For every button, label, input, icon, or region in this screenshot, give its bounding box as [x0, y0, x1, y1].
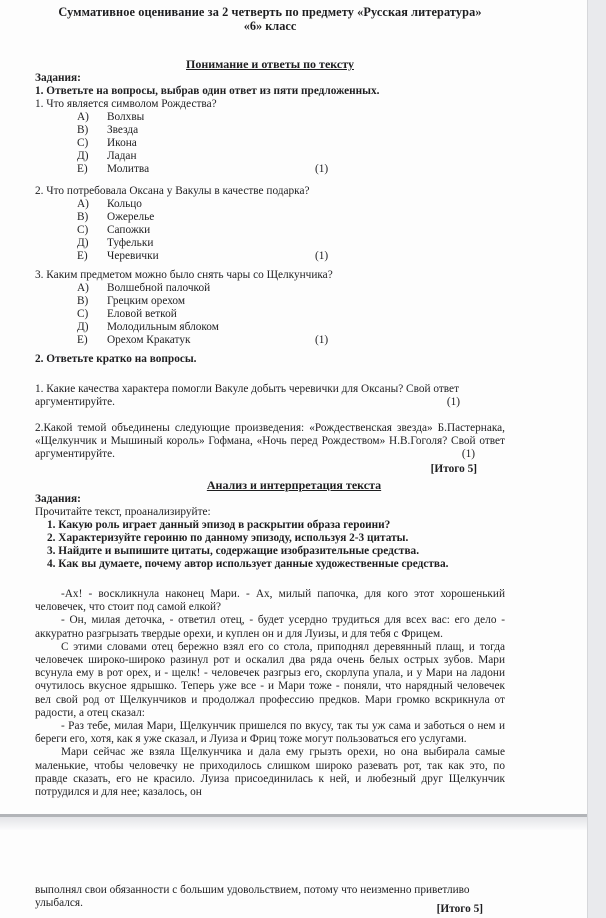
option-letter: Е) — [77, 334, 88, 346]
option-text: Ладан — [107, 150, 137, 162]
option-letter: А) — [77, 198, 89, 210]
option-text: Молодильным яблоком — [107, 321, 219, 333]
exam-grade: «6» класс — [243, 19, 297, 33]
option-text: Орехом Кракатук — [107, 334, 191, 346]
mcq-option — [35, 334, 505, 347]
total-marker: [Итого 5] — [430, 463, 477, 475]
open-question-text: 2.Какой темой объединены следующие произведения: «Рождественская звезда» Б.Пастернака, «Щелкунчик и Мышиный король» Гофмана, «Ночь перед Рождеством» Н.В.Гоголя? Свой ответ аргументируйте. — [35, 422, 505, 460]
page-break-band — [0, 817, 587, 830]
passage-paragraph: - Он, милая деточка, - ответил отец, - будет усердно трудиться для всех вас: его дело - аккуратно разгрызать твердые орехи, и куплен он и для Луизы, и для тебя с Фрицем. — [35, 614, 505, 640]
mcq-option — [35, 163, 505, 176]
open-question-text: 1. Какие качества характера помогли Вакуле добыть черевички для Оксаны? Свой ответ аргументируйте. — [35, 383, 460, 408]
option-letter: В) — [77, 124, 89, 136]
passage-paragraph: -Ах! - воскликнула наконец Мари. - Ах, милый папочка, для кого этот хорошенький человечек, что стоит под самой елкой? — [35, 588, 505, 614]
passage-paragraph: С этими словами отец бережно взял его со стола, приподнял деревянный плащ, и тогда человечек широко-широко разинул рот и оскалил два ряда очень белых острых зубов. Мари всунула ему в рот орех, и - щелк! - человечек разгрыз его, скорлупа упала, и у Мари на ладони очутилось вкусное ядрышко. Теперь уже все - и Мари тоже - поняли, что нарядный человечек вел свой род от Щелкунчиков и продолжал профессию предков. Мари громко вскрикнула от радости, а отец сказал: — [35, 640, 505, 719]
option-text: Кольцо — [107, 198, 142, 210]
mcq-option — [35, 137, 505, 150]
mcq-option — [35, 150, 505, 163]
analysis-task: 2. Характеризуйте героиню по данному эпизоду, используя 2-3 цитаты. — [47, 532, 409, 544]
open-question — [35, 383, 505, 409]
score-marker: (1) — [461, 448, 475, 460]
exam-document — [35, 0, 505, 799]
score-marker: (1) — [315, 334, 329, 346]
score-marker: (1) — [446, 396, 460, 408]
option-letter: С) — [77, 308, 89, 320]
short-answer-intro: 2. Ответьте кратко на вопросы. — [35, 353, 197, 365]
mcq-option — [35, 111, 505, 124]
option-text: Сапожки — [107, 224, 151, 236]
option-letter: С) — [77, 224, 89, 236]
option-letter: А) — [77, 111, 89, 123]
exam-title: Суммативное оценивание за 2 четверть по предмету «Русская литература» — [58, 5, 482, 19]
tasks-label: Задания: — [35, 72, 81, 84]
passage-paragraph: - Раз тебе, милая Мари, Щелкунчик пришелся по вкусу, так ты уж сама и заботься о нем и береги его, хотя, как я уже сказал, и Луиза и Фриц тоже могут пользоваться его услугами. — [35, 720, 505, 746]
mcq-option — [35, 237, 505, 250]
option-letter: С) — [77, 137, 89, 149]
mcq-question-stem: 1. Что является символом Рождества? — [35, 98, 217, 110]
option-letter: Е) — [77, 163, 88, 175]
analysis-task: 1. Какую роль играет данный эпизод в раскрытии образа героини? — [47, 519, 391, 531]
option-text: Туфельки — [107, 237, 154, 249]
analysis-task: 3. Найдите и выпишите цитаты, содержащие изобразительные средства. — [47, 545, 420, 557]
score-marker: (1) — [315, 163, 329, 175]
option-letter: Д) — [77, 150, 89, 162]
option-text: Еловой веткой — [107, 308, 177, 320]
option-text: Молитва — [107, 163, 150, 175]
scan-margin-strip — [587, 0, 606, 918]
mcq-option — [35, 224, 505, 237]
mcq-option — [35, 282, 505, 295]
passage-continuation: выполнял свои обязанности с большим удовольствием, потому что неизменно приветливо улыбался. — [35, 884, 470, 909]
option-text: Черевички — [107, 250, 159, 262]
option-letter: Е) — [77, 250, 88, 262]
mcq-intro: 1. Ответьте на вопросы, выбрав один ответ из пяти предложенных. — [35, 85, 380, 97]
mcq-option — [35, 250, 505, 263]
option-letter: Д) — [77, 321, 89, 333]
section-heading-analysis: Анализ и интерпретация текста — [206, 478, 382, 492]
option-text: Грецким орехом — [107, 295, 185, 307]
mcq-option — [35, 211, 505, 224]
option-letter: В) — [77, 211, 89, 223]
option-text: Волхвы — [107, 111, 145, 123]
tasks-label: Задания: — [35, 493, 81, 505]
section-heading-comprehension: Понимание и ответы по тексту — [186, 57, 354, 71]
option-text: Икона — [107, 137, 137, 149]
total-marker: [Итого 5] — [436, 903, 483, 915]
mcq-option — [35, 198, 505, 211]
option-letter: А) — [77, 282, 89, 294]
mcq-question-stem: 3. Каким предметом можно было снять чары со Щелкунчика? — [35, 269, 333, 281]
passage-intro: Прочитайте текст, проанализируйте: — [35, 506, 211, 518]
mcq-option — [35, 308, 505, 321]
option-text: Ожерелье — [107, 211, 155, 223]
mcq-option — [35, 295, 505, 308]
option-text: Волшебной палочкой — [107, 282, 211, 294]
score-marker: (1) — [315, 250, 329, 262]
option-text: Звезда — [107, 124, 139, 136]
passage-paragraph: Мари сейчас же взяла Щелкунчика и дала ему грызть орехи, но она выбирала самые маленькие, чтобы человечку не приходилось слишком широко разевать рот, так как это, по правде сказать, его не красило. Луиза присоединилась к ней, и любезный друг Щелкунчик потрудился и для нее; казалось, он — [35, 746, 505, 799]
mcq-option — [35, 124, 505, 137]
mcq-option — [35, 321, 505, 334]
analysis-task: 4. Как вы думаете, почему автор использует данные художественные средства. — [47, 558, 449, 570]
mcq-question-stem: 2. Что потребовала Оксана у Вакулы в качестве подарка? — [35, 185, 310, 197]
option-letter: Д) — [77, 237, 89, 249]
option-letter: В) — [77, 295, 89, 307]
passage — [35, 588, 505, 799]
open-question — [35, 422, 505, 461]
